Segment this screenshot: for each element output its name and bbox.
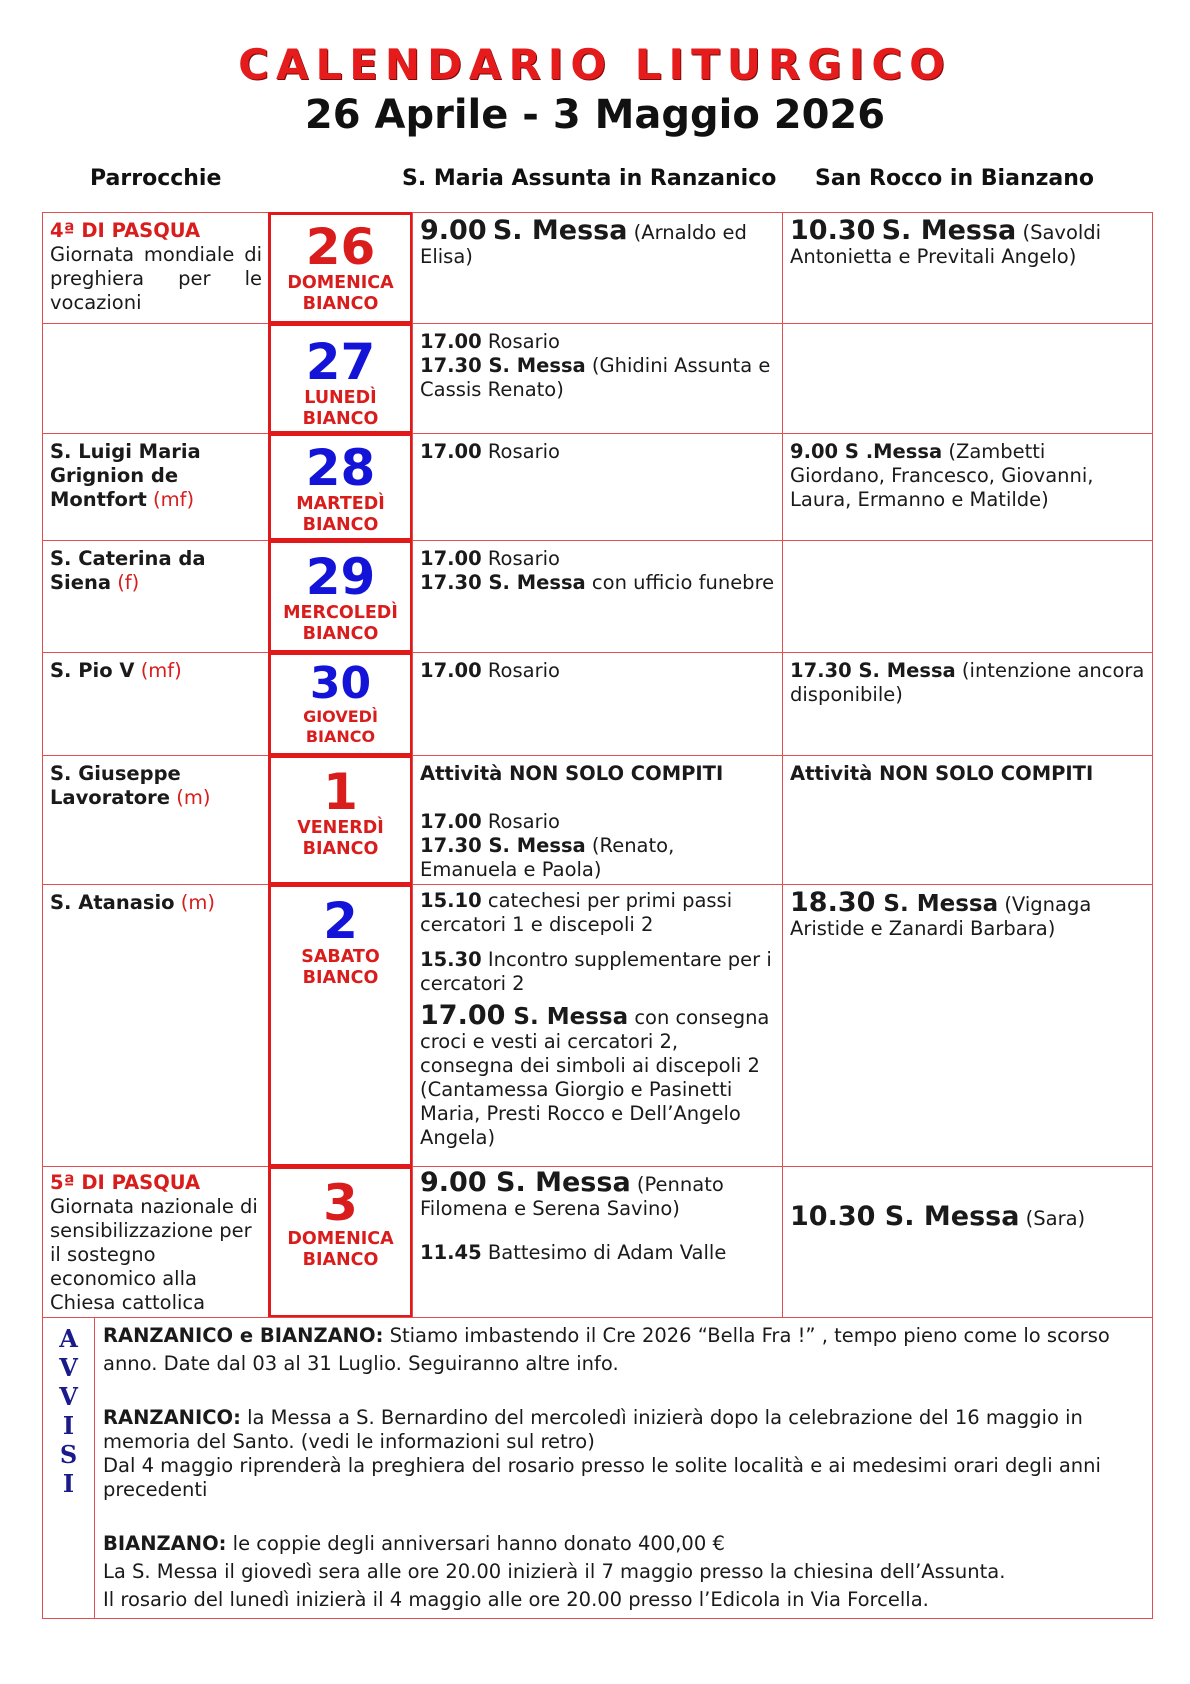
header-parrocchie: Parrocchie bbox=[90, 166, 222, 191]
date-box bbox=[268, 652, 413, 756]
event-text: (Ghidini Assunta e Cassis Renato) bbox=[420, 354, 771, 401]
bianzano-cell bbox=[782, 1166, 1153, 1318]
date-number: 27 bbox=[305, 333, 376, 391]
avvisi-letter: S bbox=[59, 1440, 78, 1469]
bianzano-cell bbox=[782, 212, 1153, 324]
saint-cell bbox=[42, 540, 269, 653]
event-time: 15.10 bbox=[420, 889, 482, 912]
saint-rank: (mf) bbox=[146, 488, 195, 511]
date-number: 1 bbox=[323, 763, 358, 821]
mass-intention: (Vignaga Aristide e Zanardi Barbara) bbox=[790, 893, 1092, 940]
mass-time: 10.30 bbox=[790, 1201, 876, 1232]
ranzanico-cell bbox=[412, 323, 783, 434]
event-text: catechesi per primi passi cercatori 1 e discepoli 2 bbox=[420, 889, 733, 936]
mass-time: 9.00 bbox=[420, 215, 487, 246]
saint-rank: (mf) bbox=[134, 659, 182, 682]
event-text: Rosario bbox=[481, 810, 560, 833]
avvisi-heading: BIANZANO: bbox=[103, 1532, 227, 1555]
bianzano-cell bbox=[782, 755, 1153, 885]
avvisi-text: Il rosario del lunedì inizierà il 4 maggio alle ore 20.00 presso l’Edicola in Via Forcella. bbox=[103, 1588, 929, 1611]
bianzano-cell bbox=[782, 323, 1153, 434]
avvisi-letters-cell bbox=[42, 1317, 95, 1619]
page-title: CALENDARIO LITURGICO bbox=[238, 40, 952, 89]
feast-text: Giornata mondiale di preghiera per le vocazioni bbox=[50, 243, 262, 314]
avvisi-heading: RANZANICO e BIANZANO: bbox=[103, 1324, 384, 1347]
event-text: (Renato, Emanuela e Paola) bbox=[420, 834, 675, 881]
event-time: 17.00 bbox=[420, 547, 482, 570]
ranzanico-cell bbox=[412, 755, 783, 885]
header-bianzano: San Rocco in Bianzano bbox=[815, 166, 1095, 191]
date-number: 28 bbox=[305, 439, 376, 497]
event-text: (Zambetti Giordano, Francesco, Giovanni, Laura, Ermanno e Matilde) bbox=[790, 440, 1094, 511]
event-text: Rosario bbox=[481, 440, 560, 463]
avvisi-text: la Messa a S. Bernardino del mercoledì inizierà dopo la celebrazione del 16 maggio in memoria del Santo. (vedi le informazioni sul retro) bbox=[103, 1406, 1083, 1453]
mass-label: S. Messa bbox=[875, 1201, 1020, 1232]
event-time: 17.30 S. Messa bbox=[420, 834, 586, 857]
event-text: con ufficio funebre bbox=[585, 571, 775, 594]
event-time: 17.30 S. Messa bbox=[790, 659, 956, 682]
event-text: Rosario bbox=[481, 659, 560, 682]
mass-time: 18.30 bbox=[790, 887, 876, 918]
saint-cell bbox=[42, 212, 269, 324]
event-time: 11.45 bbox=[420, 1241, 482, 1264]
bianzano-cell bbox=[782, 433, 1153, 541]
feast-title: 5ª DI PASQUA bbox=[50, 1171, 201, 1194]
event-time: 9.00 S .Messa bbox=[790, 440, 943, 463]
page-subtitle: 26 Aprile - 3 Maggio 2026 bbox=[304, 92, 886, 138]
avvisi-letter: A bbox=[59, 1324, 78, 1353]
liturgical-color: BIANCO bbox=[302, 624, 379, 644]
liturgical-color: BIANCO bbox=[305, 727, 376, 746]
event-text: Rosario bbox=[481, 330, 560, 353]
saint-rank: (f) bbox=[111, 571, 140, 594]
liturgical-color: BIANCO bbox=[302, 515, 379, 535]
ranzanico-cell bbox=[412, 1166, 783, 1318]
mass-time: 10.30 bbox=[790, 215, 876, 246]
event-text: (intenzione ancora disponibile) bbox=[790, 659, 1145, 706]
mass-label: S. Messa bbox=[492, 215, 628, 246]
ranzanico-cell bbox=[412, 652, 783, 756]
mass-label: S. Messa bbox=[875, 891, 999, 917]
avvisi-letter: I bbox=[62, 1411, 75, 1440]
avvisi-text: le coppie degli anniversari hanno donato 400,00 € bbox=[226, 1532, 725, 1555]
saint-cell bbox=[42, 433, 269, 541]
bianzano-cell bbox=[782, 884, 1153, 1167]
date-box bbox=[268, 323, 413, 434]
weekday: DOMENICA bbox=[287, 273, 394, 293]
event-time: 17.00 bbox=[420, 659, 482, 682]
bianzano-cell bbox=[782, 540, 1153, 653]
date-number: 26 bbox=[305, 218, 376, 276]
mass-time: 17.00 bbox=[420, 1000, 506, 1031]
event-time: 17.00 bbox=[420, 440, 482, 463]
saint-rank: (m) bbox=[170, 786, 211, 809]
event-time: 17.30 S. Messa bbox=[420, 571, 586, 594]
saint-name: S. Luigi Maria Grignion de Montfort bbox=[50, 440, 201, 511]
activity-heading: Attività NON SOLO COMPITI bbox=[790, 762, 1094, 785]
bianzano-cell bbox=[782, 652, 1153, 756]
mass-time: 9.00 bbox=[420, 1167, 487, 1198]
activity-heading: Attività NON SOLO COMPITI bbox=[420, 762, 724, 785]
mass-intention: (Arnaldo ed Elisa) bbox=[420, 221, 747, 268]
event-text: Rosario bbox=[481, 547, 560, 570]
event-time: 17.00 bbox=[420, 810, 482, 833]
ranzanico-cell bbox=[412, 433, 783, 541]
event-time: 17.00 bbox=[420, 330, 482, 353]
ranzanico-cell bbox=[412, 212, 783, 324]
saint-cell bbox=[42, 755, 269, 885]
mass-intention: (Savoldi Antonietta e Previtali Angelo) bbox=[790, 221, 1102, 268]
liturgical-color: BIANCO bbox=[302, 839, 379, 859]
avvisi-text: Stiamo imbastendo il Cre 2026 “Bella Fra !” , tempo pieno come lo scorso anno. Date dal 03 al 31 Luglio. Seguiranno altre info. bbox=[103, 1324, 1110, 1375]
saint-rank: (m) bbox=[174, 891, 215, 914]
avvisi-text: Dal 4 maggio riprenderà la preghiera del rosario presso le solite località e ai medesimi orari degli anni precedenti bbox=[103, 1454, 1101, 1501]
ranzanico-cell bbox=[412, 540, 783, 653]
weekday: LUNEDÌ bbox=[304, 388, 377, 408]
mass-label: S. Messa bbox=[881, 215, 1017, 246]
date-box bbox=[268, 1166, 413, 1318]
event-time: 15.30 bbox=[420, 948, 482, 971]
date-box bbox=[268, 755, 413, 885]
liturgical-color: BIANCO bbox=[302, 968, 379, 988]
avvisi-letter: V bbox=[59, 1382, 78, 1411]
date-number: 3 bbox=[323, 1174, 358, 1232]
weekday: MARTEDÌ bbox=[296, 494, 385, 514]
weekday: MERCOLEDÌ bbox=[283, 603, 398, 623]
event-text: Incontro supplementare per i cercatori 2 bbox=[420, 948, 772, 995]
event-text: Battesimo di Adam Valle bbox=[481, 1241, 727, 1264]
avvisi-text: La S. Messa il giovedì sera alle ore 20.00 inizierà il 7 maggio presso la chiesina dell’Assunta. bbox=[103, 1560, 1006, 1583]
saint-cell bbox=[42, 1166, 269, 1318]
saint-name: S. Giuseppe Lavoratore bbox=[50, 762, 181, 809]
saint-name: S. Pio V bbox=[50, 659, 135, 682]
avvisi-heading: RANZANICO: bbox=[103, 1406, 241, 1429]
date-box bbox=[268, 433, 413, 541]
date-box bbox=[268, 540, 413, 653]
saint-cell bbox=[42, 323, 269, 434]
mass-label: S. Messa bbox=[505, 1004, 629, 1030]
date-number: 29 bbox=[305, 548, 376, 606]
saint-cell bbox=[42, 884, 269, 1167]
date-box bbox=[268, 884, 413, 1167]
date-number: 30 bbox=[309, 658, 372, 709]
saint-cell bbox=[42, 652, 269, 756]
saint-name: S. Atanasio bbox=[50, 891, 175, 914]
feast-text: Giornata nazionale di sensibilizzazione per il sostegno economico alla Chiesa cattolica bbox=[50, 1195, 258, 1314]
saint-name: S. Caterina da Siena bbox=[50, 547, 206, 594]
date-number: 2 bbox=[323, 892, 358, 950]
weekday: SABATO bbox=[301, 947, 380, 967]
avvisi-body bbox=[94, 1317, 1153, 1619]
mass-intention: con consegna croci e vesti ai cercatori 2, consegna dei simboli ai discepoli 2 (Cantamessa Giorgio e Pasinetti Maria, Presti Rocco e Dell’Angelo Angela) bbox=[420, 1006, 770, 1149]
weekday: GIOVEDÌ bbox=[303, 707, 378, 726]
avvisi-letter: V bbox=[59, 1353, 78, 1382]
liturgical-color: BIANCO bbox=[302, 294, 379, 314]
liturgical-color: BIANCO bbox=[302, 409, 379, 429]
mass-label: S. Messa bbox=[486, 1167, 631, 1198]
ranzanico-cell bbox=[412, 884, 783, 1167]
feast-title: 4ª DI PASQUA bbox=[50, 219, 201, 242]
liturgical-color: BIANCO bbox=[302, 1250, 379, 1270]
event-time: 17.30 S. Messa bbox=[420, 354, 586, 377]
mass-intention: (Sara) bbox=[1019, 1207, 1086, 1230]
header-ranzanico: S. Maria Assunta in Ranzanico bbox=[402, 166, 777, 191]
weekday: VENERDÌ bbox=[297, 818, 384, 838]
avvisi-letter: I bbox=[62, 1469, 75, 1498]
mass-intention: (Pennato Filomena e Serena Savino) bbox=[420, 1173, 724, 1220]
date-box bbox=[268, 212, 413, 324]
weekday: DOMENICA bbox=[287, 1229, 394, 1249]
